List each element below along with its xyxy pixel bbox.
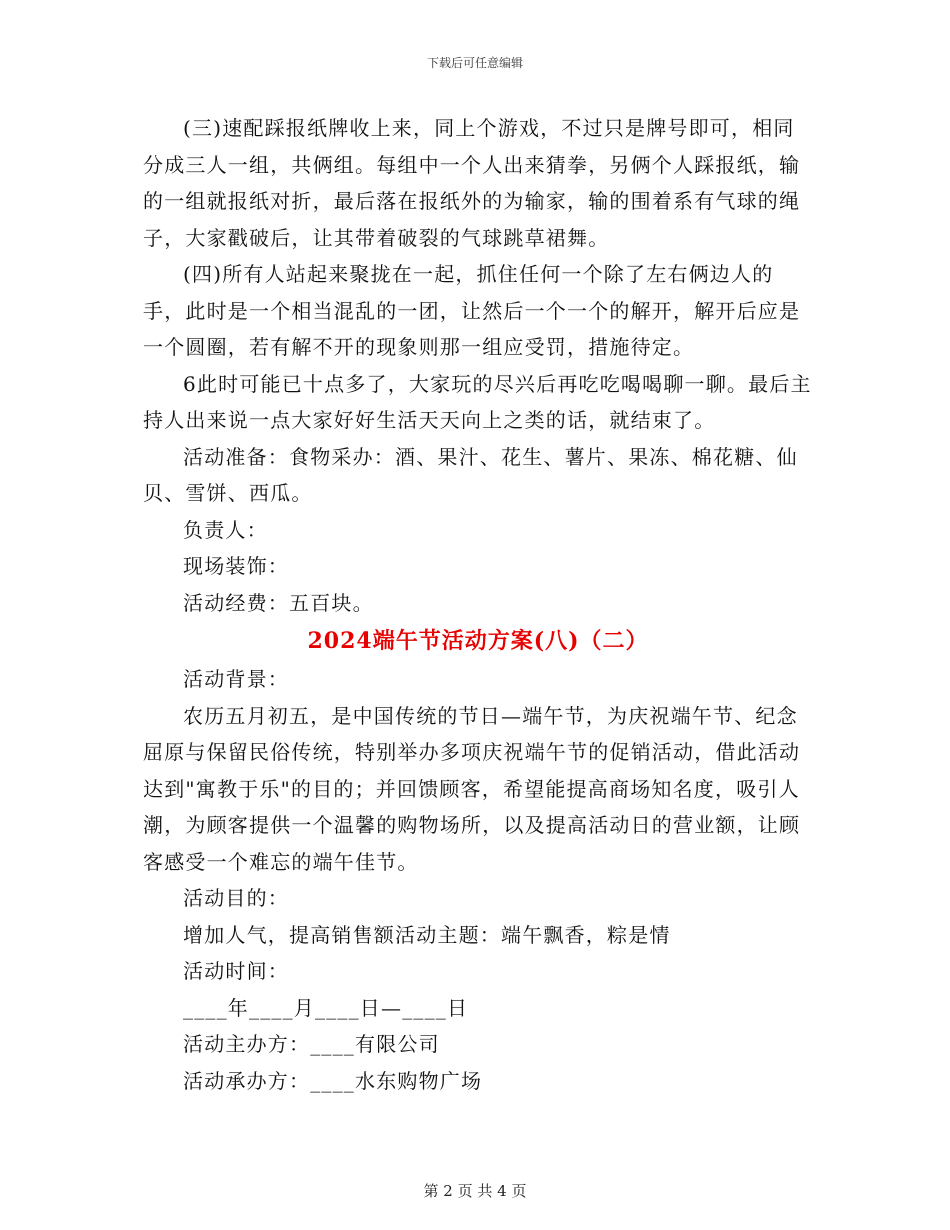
- document-body: [143, 110, 813, 1099]
- paragraph-responsible: 负责人：: [183, 517, 268, 542]
- paragraph-background: 农历五月初五，是中国传统的节日—端午节，为庆祝端午节、纪念屈原与保留民俗传统，特别举办多项庆祝端午节的促销活动，借此活动达到"寓教于乐"的目的；并回馈顾客，希望能提高商场知名度，吸引人潮，为顾客提供一个温馨的购物场所，以及提高活动日的营业额，让顾客感受一个难忘的端午佳节。: [143, 703, 801, 874]
- paragraph-time: ____年____月____日—____日: [183, 995, 469, 1020]
- paragraph-background-label: 活动背景：: [183, 667, 289, 691]
- page-number: 第 2 页 共 4 页: [423, 1182, 527, 1200]
- paragraph-contractor: 活动承办方：____水东购物广场: [183, 1068, 483, 1093]
- paragraph-time-label: 活动时间：: [183, 959, 289, 983]
- section-title: 2024端午节活动方案(八)（二）: [307, 628, 649, 654]
- paragraph-organizer: 活动主办方：____有限公司: [183, 1032, 440, 1056]
- paragraph-ending: 6此时可能已十点多了，大家玩的尽兴后再吃吃喝喝聊一聊。最后主持人出来说一点大家好好生活天天向上之类的话，就结束了。: [143, 371, 812, 432]
- paragraph-preparation: 活动准备：食物采办：酒、果汁、花生、薯片、果冻、棉花糖、仙贝、雪饼、西瓜。: [143, 444, 798, 505]
- paragraph-purpose: 增加人气，提高销售额活动主题：端午飘香，粽是情: [183, 922, 671, 947]
- paragraph-game-four: (四)所有人站起来聚拢在一起，抓住任何一个除了左右俩边人的手，此时是一个相当混乱的一团，让然后一个一个的解开，解开后应是一个圆圈，若有解不开的现象则那一组应受罚，措施待定。: [143, 262, 801, 359]
- paragraph-game-three: (三)速配踩报纸牌收上来，同上个游戏，不过只是牌号即可，相同分成三人一组，共俩组。每组中一个人出来猜拳，另俩个人踩报纸，输的一组就报纸对折，最后落在报纸外的为输家，输的围着系有气球的绳子，大家戳破后，让其带着破裂的气球跳草裙舞。: [143, 116, 801, 250]
- paragraph-budget: 活动经费：五百块。: [183, 590, 374, 615]
- page-header-note: 下载后可任意编辑: [426, 56, 523, 70]
- paragraph-decoration: 现场装饰：: [183, 554, 289, 578]
- paragraph-purpose-label: 活动目的：: [183, 886, 289, 910]
